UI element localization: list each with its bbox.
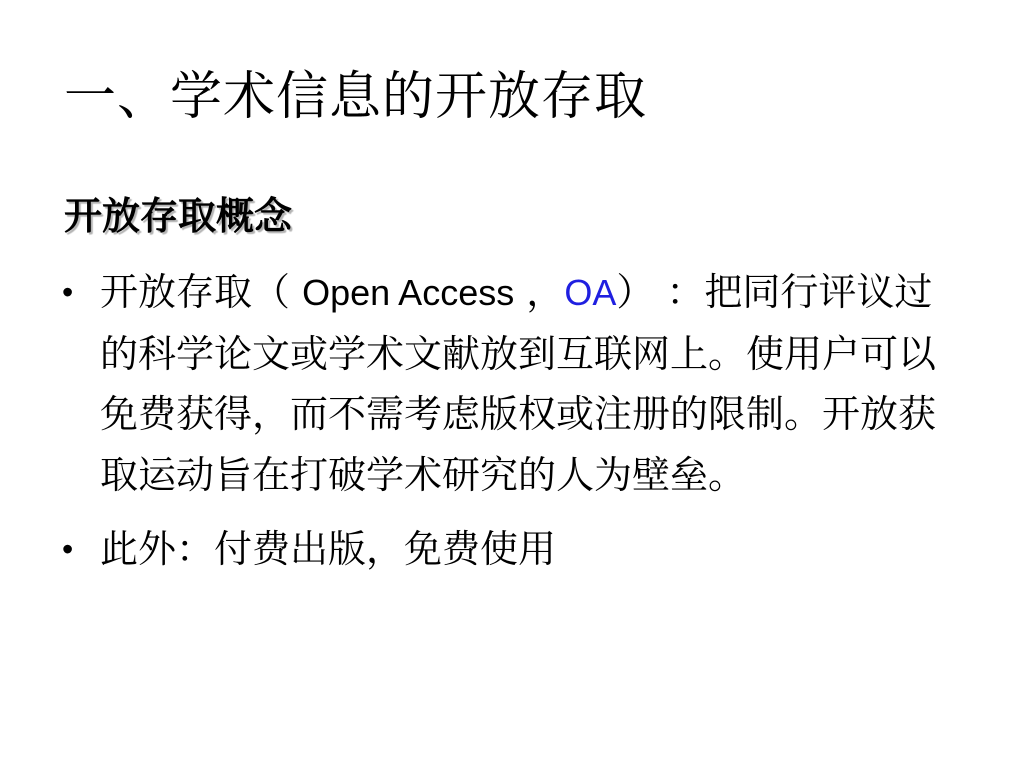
definition-lead: 开放存取（ [100, 270, 303, 314]
bullet-icon: • [62, 531, 74, 567]
slide-title: 一、学术信息的开放存取 [64, 67, 648, 127]
extra-text: 此外：付费出版，免费使用 [100, 527, 557, 571]
definition-separator: ， [514, 270, 565, 314]
bullet-item-extra [62, 519, 942, 580]
bullet-icon: • [62, 274, 74, 310]
bullet-list [62, 262, 942, 580]
term-oa-abbreviation: OA [564, 272, 617, 313]
section-heading: 开放存取概念 [64, 193, 293, 238]
bullet-item-definition [62, 262, 942, 505]
definition-body: ） ：把同行评议过的科学论文或学术文献放到互联网上。使用户可以免费获得，而不需考虑版权或注册的限制。开放获取运动旨在打破学术研究的人为壁垒。 [100, 270, 937, 497]
term-open-access: Open Access [302, 272, 515, 313]
